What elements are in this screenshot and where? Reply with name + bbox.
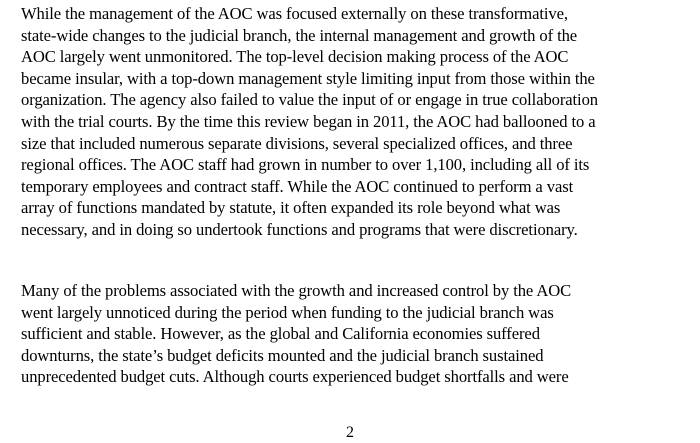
text-line: organization. The agency also failed to value the input of or engage in true collaboration [21, 90, 598, 110]
paragraph-2 [21, 280, 700, 388]
text-line: state-wide changes to the judicial branch, the internal management and growth of the [21, 25, 578, 45]
text-line: Many of the problems associated with the growth and increased control by the AOC [21, 281, 572, 300]
text-line: While the management of the AOC was focused externally on these transformative, [21, 4, 568, 23]
text-line: with the trial courts. By the time this review began in 2011, the AOC had ballooned to a [21, 111, 596, 131]
text-line: unprecedented budget cuts. Although courts experienced budget shortfalls and were [21, 367, 569, 387]
paragraph-1 [21, 3, 700, 241]
text-line: size that included numerous separate divisions, several specialized offices, and three [21, 133, 573, 153]
text-line: necessary, and in doing so undertook functions and programs that were discretionary. [21, 219, 578, 239]
text-line: array of functions mandated by statute, it often expanded its role beyond what was [21, 198, 561, 218]
text-line: temporary employees and contract staff. While the AOC continued to perform a vast [21, 176, 574, 196]
text-line: regional offices. The AOC staff had grown in number to over 1,100, including all of its [21, 155, 590, 175]
text-line: went largely unnoticed during the period when funding to the judicial branch was [21, 302, 554, 322]
text-line: AOC largely went unmonitored. The top-level decision making process of the AOC [21, 47, 569, 67]
text-line: became insular, with a top-down management style limiting input from those within the [21, 68, 595, 88]
page-number: 2 [346, 424, 354, 441]
text-line: downturns, the state’s budget deficits mounted and the judicial branch sustained [21, 345, 544, 365]
text-line: sufficient and stable. However, as the global and California economies suffered [21, 324, 540, 344]
